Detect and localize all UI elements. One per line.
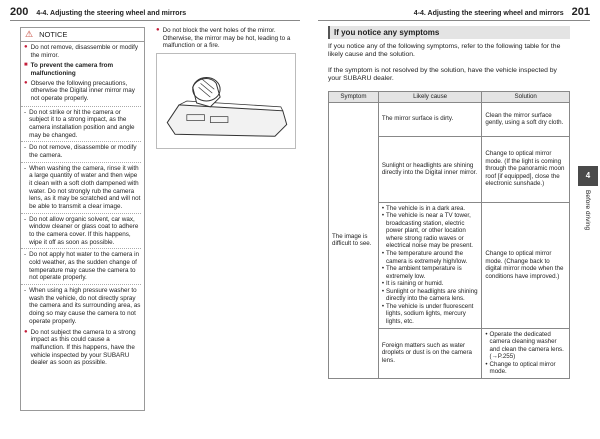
chapter-tab-label: Before driving	[584, 190, 591, 231]
cause-list-cell	[378, 202, 482, 328]
notice-item: - Do not apply hot water to the camera in cold weather, as the sudden change of temperature may cause the camera to not operate properly.	[21, 248, 141, 282]
notice-item: - Do not strike or hit the camera or subject it to a strong impact, as the camera installation position and angle may be changed.	[21, 106, 141, 140]
list-item: • The vehicle is in a dark area.	[381, 204, 466, 212]
list-item: • The temperature around the camera is extremely high/low.	[381, 249, 468, 265]
list-item: • The vehicle is under fluorescent lights, sodium lights, mercury lights, etc.	[381, 302, 474, 325]
dealer-paragraph: If the symptom is not resolved by the solution, have the vehicle inspected by your SUBARU dealer.	[328, 67, 557, 83]
notice-subheading: ■ To prevent the camera from malfunctioning	[24, 62, 141, 77]
header-likely-cause: Likely cause	[378, 92, 482, 103]
cause-cell: Foreign matters such as water droplets or dust is on the camera lens.	[378, 328, 482, 378]
notice-observe: ● Observe the following precautions, otherwise the Digital inner mirror may not operate properly.	[24, 80, 141, 103]
solution-list-cell	[482, 328, 570, 378]
notice-item: - Do not allow organic solvent, car wax, window cleaner or glass coat to adhere to the camera cover. If this happens, wipe it off as soon as possible.	[21, 213, 141, 247]
notice-item: - When using a high pressure washer to wash the vehicle, do not directly spray the camera and its surrounding area, as doing so may cause the camera to not operate properly.	[21, 284, 141, 325]
list-item: • It is raining or humid.	[381, 280, 444, 288]
notice-continued-column	[156, 27, 296, 149]
notice-title: NOTICE	[39, 30, 68, 39]
table-header-row	[329, 92, 570, 103]
list-item: • Change to optical mirror mode.	[485, 360, 556, 376]
mirror-vent-illustration	[156, 53, 296, 149]
notice-item: - Do not remove, disassemble or modify the camera.	[21, 141, 141, 159]
left-header-title: 4-4. Adjusting the steering wheel and mirrors	[36, 10, 187, 17]
table-row	[329, 102, 570, 136]
notice-impact: ● Do not subject the camera to a strong impact as this could cause a malfunction. If this happens, have the vehicle inspected by your SUBARU dealer as soon as possible.	[24, 329, 141, 367]
left-page-header	[10, 6, 186, 18]
list-item: • Operate the dedicated camera cleaning washer and clean the camera lens. (→P.255)	[485, 330, 564, 361]
notice-body	[21, 42, 144, 372]
symptom-cell: The image is difficult to see.	[329, 102, 379, 378]
left-header-rule	[10, 20, 300, 21]
notice-header	[21, 28, 144, 42]
list-item: • The ambient temperature is extremely low.	[381, 265, 462, 280]
solution-cell: Change to optical mirror mode. (Change back to digital mirror mode when the conditions have improved.)	[482, 202, 570, 328]
cause-cell: Sunlight or headlights are shining directly into the Digital inner mirror.	[378, 136, 482, 202]
right-header-rule	[318, 20, 590, 21]
notice-item: - When washing the camera, rinse it with a large quantity of water and then wipe it clean with a soft cloth dampened with water. Do not strongly rub the camera lens, as it may be scratched and will not be able to transmit a clear image.	[21, 162, 141, 211]
warning-triangle-icon: ⚠	[25, 29, 34, 39]
chapter-tab: 4	[578, 166, 598, 186]
mirror-body-shape	[167, 105, 286, 136]
header-solution: Solution	[482, 92, 570, 103]
notice-box	[20, 27, 145, 411]
solution-cell: Change to optical mirror mode. (If the light is coming through the panoramic moon roof [if equipped], close the electronic sunshade.)	[482, 136, 570, 202]
section-heading: If you notice any symptoms	[328, 26, 570, 39]
left-page-number: 200	[10, 6, 29, 18]
right-page-header	[383, 6, 590, 18]
vent-note: ● Do not block the vent holes of the mirror. Otherwise, the mirror may be hot, leading to a malfunction or a fire.	[156, 27, 296, 50]
list-item: • The vehicle is near a TV tower, broadcasting station, electric power plant, or other location where strong radio waves or electrical noise may be present.	[381, 212, 474, 250]
right-header-title: 4-4. Adjusting the steering wheel and mirrors	[413, 10, 564, 17]
symptoms-table	[328, 91, 570, 379]
intro-paragraph: If you notice any of the following symptoms, refer to the following table for the likely cause and the solution.	[328, 43, 561, 59]
cause-cell: The mirror surface is dirty.	[378, 102, 482, 136]
list-item: • Sunlight or headlights are shining directly into the camera lens.	[381, 287, 478, 303]
notice-intro: ● Do not remove, disassemble or modify the mirror.	[24, 44, 141, 59]
solution-cell: Clean the mirror surface gently, using a soft dry cloth.	[482, 102, 570, 136]
right-page-number: 201	[571, 6, 590, 18]
header-symptom: Symptom	[329, 92, 379, 103]
